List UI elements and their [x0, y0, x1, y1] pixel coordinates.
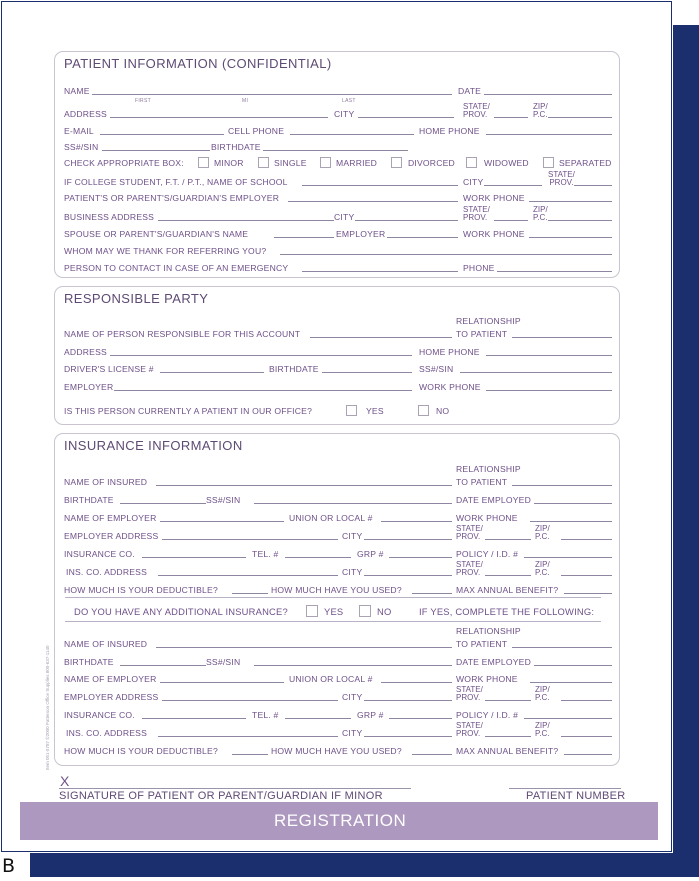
banner-title: REGISTRATION [274, 811, 407, 830]
secondary-employer-field[interactable] [160, 682, 284, 683]
section-title: PATIENT INFORMATION (CONFIDENTIAL) [64, 56, 332, 71]
responsible-ssn-field[interactable] [460, 372, 612, 373]
marital-status-row: CHECK APPROPRIATE BOX: MINOR SINGLE MARRIED DIVORCED WIDOWED SEPARATED [64, 158, 612, 168]
secondary-deductible-row: HOW MUCH IS YOUR DEDUCTIBLE? HOW MUCH HAVE YOU USED? MAX ANNUAL BENEFIT? [64, 743, 611, 757]
checkbox-widowed[interactable] [466, 157, 477, 168]
navy-frame-right [673, 25, 699, 855]
referral-field[interactable] [280, 254, 612, 255]
primary-date-employed-field[interactable] [534, 503, 612, 504]
section-title: RESPONSIBLE PARTY [64, 291, 209, 306]
secondary-ins-city-field[interactable] [364, 736, 452, 737]
spouse-name-field[interactable] [274, 237, 334, 238]
signature-label: SIGNATURE OF PATIENT OR PARENT/GUARDIAN IF MINOR [59, 790, 383, 802]
checkbox-minor[interactable] [198, 157, 209, 168]
primary-relationship-field[interactable] [512, 485, 612, 486]
checkbox-additional-yes[interactable] [306, 605, 318, 617]
spouse-row: SPOUSE OR PARENT'S/GUARDIAN'S NAME EMPLOYER WORK PHONE [64, 226, 611, 240]
business-city-field[interactable] [355, 220, 458, 221]
primary-work-phone-field[interactable] [530, 521, 612, 522]
cell-phone-field[interactable] [290, 134, 414, 135]
divider [65, 621, 601, 622]
employer-row: PATIENT'S OR PARENT'S/GUARDIAN'S EMPLOYER WORK PHONE [64, 190, 611, 204]
primary-insurance-co-row: INSURANCE CO. TEL. # GRP # POLICY / I.D. # [64, 546, 611, 560]
email-field[interactable] [100, 134, 224, 135]
responsible-address-row: ADDRESS HOME PHONE [64, 344, 611, 358]
responsible-party-section: RESPONSIBLE PARTY RELATIONSHIP NAME OF PERSON RESPONSIBLE FOR THIS ACCOUNT TO PATIENT ADDRESS HOME PHONE DRIVER'S LICENSE # BIRTHDATE SS#/SIN EMPLOYER WORK PHONE IS THIS PERSON CURRENTLY A PATIENT IN OUR OFFICE? YES NO [54, 286, 620, 425]
primary-tel-field[interactable] [285, 557, 351, 558]
registration-form-sheet [1, 1, 672, 852]
checkbox-married[interactable] [320, 157, 331, 168]
primary-employer-state-field[interactable] [485, 539, 531, 540]
primary-ins-state-field[interactable] [485, 575, 531, 576]
business-state-field[interactable] [494, 220, 528, 221]
secondary-max-benefit-field[interactable] [564, 754, 612, 755]
patient-info-section: PATIENT INFORMATION (CONFIDENTIAL) NAME DATE FIRST MI LAST ADDRESS CITY STATE/ PROV. ZIP/ P.C. E-MAIL CELL PHONE HOME PHONE SS#/SIN BIRTHDATE CHECK APPROPRIATE BOX: MINOR SINGLE MARRIED DIVORCED WIDOWED SEPARATED IF COLLEGE STUDENT, F.T. / P.T., NAME OF SCHOOL CITY STATE/ PROV. PATIENT'S OR PARENT'S/GUARDIAN'S EMPLOYER WORK PHONE BUSINESS ADDRESS CITY STATE/ PROV. ZIP/ P.C. SPOUSE OR PARENT'S/GUARDIAN'S NAME EMPLOYER WORK PHONE WHOM MAY WE THANK FOR REFERRING YOU? PERSON TO CONTACT IN CASE OF AN EMERGENCY PHONE [54, 51, 620, 278]
secondary-birthdate-field[interactable] [120, 665, 206, 666]
checkbox-current-patient-no[interactable] [418, 405, 429, 416]
secondary-employer-state-field[interactable] [485, 700, 531, 701]
name-row: NAME DATE [64, 83, 611, 97]
date-field[interactable] [484, 94, 612, 95]
address-row: ADDRESS CITY STATE/ PROV. ZIP/ P.C. [64, 106, 611, 120]
secondary-ssn-field[interactable] [254, 665, 452, 666]
signature-field[interactable] [59, 788, 411, 789]
primary-ins-city-field[interactable] [364, 575, 452, 576]
responsible-name-field[interactable] [310, 337, 452, 338]
additional-insurance-row: DO YOU HAVE ANY ADDITIONAL INSURANCE? YES NO IF YES, COMPLETE THE FOLLOWING: [74, 606, 595, 617]
checkbox-current-patient-yes[interactable] [346, 405, 357, 416]
checkbox-divorced[interactable] [391, 157, 402, 168]
responsible-name-row: NAME OF PERSON RESPONSIBLE FOR THIS ACCOUNT TO PATIENT [64, 326, 611, 340]
form-item-number: Item 051-5787 ©2000 Patterson Office Supplies 800-637-1140 [45, 645, 50, 770]
primary-union-field[interactable] [381, 521, 452, 522]
primary-employer-zip-field[interactable] [561, 539, 612, 540]
responsible-employer-row: EMPLOYER WORK PHONE [64, 379, 611, 393]
secondary-insured-name-row: NAME OF INSURED TO PATIENT [64, 636, 611, 650]
primary-employer-address-field[interactable] [162, 539, 338, 540]
primary-deductible-row: HOW MUCH IS YOUR DEDUCTIBLE? HOW MUCH HAVE YOU USED? MAX ANNUAL BENEFIT? [64, 582, 611, 596]
secondary-birthdate-row: BIRTHDATE SS#/SIN DATE EMPLOYED [64, 654, 611, 668]
spouse-work-phone-field[interactable] [529, 237, 612, 238]
insurance-section: INSURANCE INFORMATION RELATIONSHIP NAME OF INSURED TO PATIENT BIRTHDATE SS#/SIN DATE EMPLOYED NAME OF EMPLOYER UNION OR LOCAL # WORK PHONE EMPLOYER ADDRESS CITY STATE/ PROV. ZIP/ P.C. INSURANCE CO. TEL. # GRP # POLICY / I.D. # INS. CO. ADDRESS CITY STATE/ PROV. ZIP/ P.C. HOW MUCH IS YOUR DEDUCTIBLE? HOW MUCH HAVE YOU USED? MAX ANNUAL BENEFIT? DO YOU HAVE ANY ADDITIONAL INSURANCE? YES NO IF YES, COMPLETE THE FOLLOWING: RELATIONSHIP NAME OF INSURED TO PATIENT BIRTHDATE SS#/SIN DATE EMPLOYED NAME OF EMPLOYER UNION OR LOCAL # WORK PHONE EMPLOYER ADDRESS CITY STATE/ PROV. ZIP/ P.C. INSURANCE CO. TEL. # GRP # POLICY / I.D. # INS. CO. ADDRESS CITY STATE/ PROV. ZIP/ P.C. HOW MUCH IS YOUR DEDUCTIBLE? HOW MUCH HAVE YOU USED? MAX ANNUAL BENEFIT? [54, 433, 620, 766]
business-address-row: BUSINESS ADDRESS CITY STATE/ PROV. ZIP/ P.C. [64, 209, 611, 223]
primary-insured-name-field[interactable] [156, 485, 452, 486]
primary-deductible-field[interactable] [232, 593, 268, 594]
checkbox-single[interactable] [258, 157, 269, 168]
name-field[interactable] [92, 94, 452, 95]
emergency-phone-field[interactable] [497, 271, 612, 272]
current-patient-row: IS THIS PERSON CURRENTLY A PATIENT IN OUR OFFICE? YES NO [64, 406, 450, 416]
patient-number-label: PATIENT NUMBER [526, 790, 626, 802]
ssn-row: SS#/SIN BIRTHDATE [64, 139, 611, 153]
primary-max-benefit-field[interactable] [564, 593, 612, 594]
divider [65, 597, 601, 598]
patient-number-field[interactable] [509, 788, 621, 789]
primary-employer-address-row: EMPLOYER ADDRESS CITY STATE/ PROV. ZIP/ P.C. [64, 528, 611, 542]
home-phone-field[interactable] [486, 134, 612, 135]
school-state-field[interactable] [574, 185, 612, 186]
primary-used-field[interactable] [412, 593, 452, 594]
secondary-ins-address-row: INS. CO. ADDRESS CITY STATE/ PROV. ZIP/ P.C. [64, 725, 611, 739]
city-field[interactable] [358, 117, 454, 118]
license-row: DRIVER'S LICENSE # BIRTHDATE SS#/SIN [64, 361, 611, 375]
primary-grp-field[interactable] [389, 557, 452, 558]
primary-insured-name-row: NAME OF INSURED TO PATIENT [64, 474, 611, 488]
spouse-employer-field[interactable] [387, 237, 458, 238]
work-phone-field[interactable] [529, 201, 612, 202]
primary-insurance-co-field[interactable] [142, 557, 246, 558]
ssn-field[interactable] [102, 150, 210, 151]
secondary-union-field[interactable] [381, 682, 452, 683]
emergency-row: PERSON TO CONTACT IN CASE OF AN EMERGENCY PHONE [64, 260, 611, 274]
license-field[interactable] [160, 372, 264, 373]
responsible-birthdate-field[interactable] [322, 372, 412, 373]
checkbox-additional-no[interactable] [359, 605, 371, 617]
school-field[interactable] [302, 185, 458, 186]
secondary-employer-address-field[interactable] [162, 700, 338, 701]
address-field[interactable] [110, 117, 328, 118]
referral-row: WHOM MAY WE THANK FOR REFERRING YOU? [64, 243, 611, 257]
college-row: IF COLLEGE STUDENT, F.T. / P.T., NAME OF SCHOOL CITY STATE/ PROV. [64, 174, 611, 188]
secondary-date-employed-field[interactable] [534, 665, 612, 666]
registration-banner [20, 802, 658, 840]
responsible-employer-field[interactable] [114, 390, 412, 391]
primary-birthdate-row: BIRTHDATE SS#/SIN DATE EMPLOYED [64, 492, 611, 506]
employer-field[interactable] [288, 201, 458, 202]
primary-ins-address-row: INS. CO. ADDRESS CITY STATE/ PROV. ZIP/ P.C. [64, 564, 611, 578]
secondary-employer-address-row: EMPLOYER ADDRESS CITY STATE/ PROV. ZIP/ P.C. [64, 689, 611, 703]
state-field[interactable] [494, 117, 528, 118]
secondary-employer-zip-field[interactable] [561, 700, 612, 701]
primary-ins-zip-field[interactable] [561, 575, 612, 576]
responsible-home-phone-field[interactable] [486, 355, 612, 356]
secondary-deductible-field[interactable] [232, 754, 268, 755]
emergency-contact-field[interactable] [302, 271, 458, 272]
secondary-employer-row: NAME OF EMPLOYER UNION OR LOCAL # WORK PHONE [64, 671, 611, 685]
signature-x-mark: X [60, 773, 70, 789]
secondary-ins-state-field[interactable] [485, 736, 531, 737]
secondary-ins-zip-field[interactable] [561, 736, 612, 737]
primary-ssn-field[interactable] [254, 503, 452, 504]
primary-policy-field[interactable] [524, 557, 612, 558]
business-zip-field[interactable] [548, 220, 612, 221]
primary-employer-field[interactable] [160, 521, 284, 522]
responsible-address-field[interactable] [110, 355, 412, 356]
secondary-grp-field[interactable] [389, 718, 452, 719]
secondary-policy-field[interactable] [524, 718, 612, 719]
secondary-work-phone-field[interactable] [530, 682, 612, 683]
figure-label: B [2, 855, 16, 877]
email-row: E-MAIL CELL PHONE HOME PHONE [64, 123, 611, 137]
secondary-relationship-field[interactable] [512, 647, 612, 648]
secondary-used-field[interactable] [412, 754, 452, 755]
secondary-insured-name-field[interactable] [156, 647, 452, 648]
section-title: INSURANCE INFORMATION [64, 438, 243, 453]
secondary-tel-field[interactable] [285, 718, 351, 719]
primary-employer-row: NAME OF EMPLOYER UNION OR LOCAL # WORK PHONE [64, 510, 611, 524]
primary-ins-address-field[interactable] [158, 575, 338, 576]
birthdate-field[interactable] [263, 150, 408, 151]
zip-field[interactable] [548, 117, 612, 118]
checkbox-separated[interactable] [543, 157, 554, 168]
secondary-ins-address-field[interactable] [158, 736, 338, 737]
business-address-field[interactable] [158, 220, 334, 221]
secondary-employer-city-field[interactable] [364, 700, 452, 701]
secondary-insurance-co-field[interactable] [142, 718, 246, 719]
responsible-work-phone-field[interactable] [486, 390, 612, 391]
navy-frame-bottom [30, 853, 699, 877]
primary-employer-city-field[interactable] [364, 539, 452, 540]
secondary-insurance-co-row: INSURANCE CO. TEL. # GRP # POLICY / I.D. # [64, 707, 611, 721]
school-city-field[interactable] [484, 185, 542, 186]
relationship-field[interactable] [512, 337, 612, 338]
primary-birthdate-field[interactable] [120, 503, 206, 504]
